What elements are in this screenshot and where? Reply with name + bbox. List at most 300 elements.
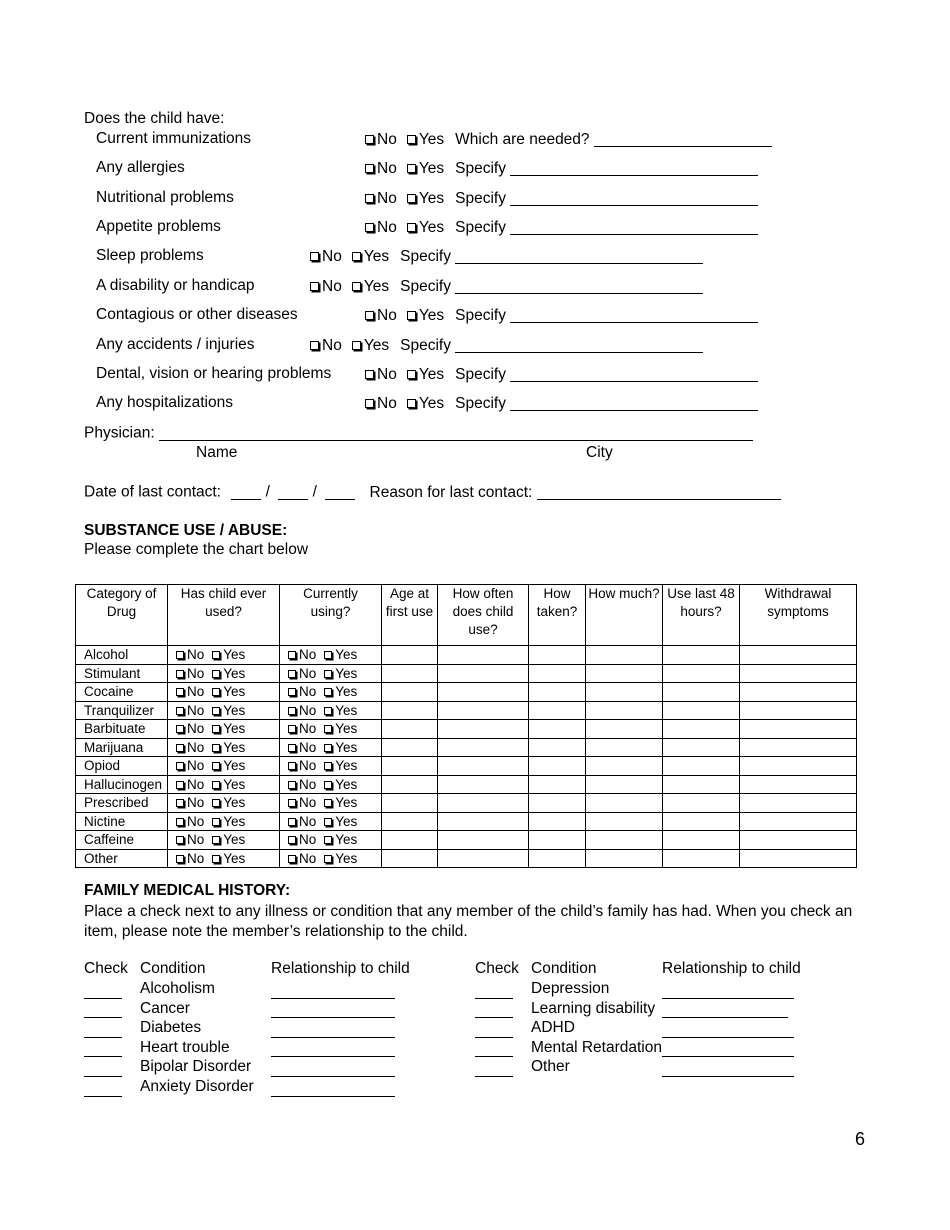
health-yes-option[interactable] <box>407 131 444 148</box>
substance-entry-cell[interactable] <box>529 757 586 776</box>
ever-used-yes-label: Yes <box>223 647 246 662</box>
health-specify-input[interactable] <box>455 336 703 353</box>
currently-using-no-option[interactable] <box>288 684 316 699</box>
ever-used-yes-option[interactable] <box>212 684 245 699</box>
currently-using-yes-checkbox[interactable] <box>324 836 332 844</box>
substance-entry-cell[interactable] <box>438 812 529 831</box>
ever-used-no-checkbox[interactable] <box>176 836 184 844</box>
ever-used-no-option[interactable] <box>176 740 204 755</box>
substance-entry-cell[interactable] <box>586 812 663 831</box>
physician-input[interactable] <box>159 424 753 441</box>
condition-check-input[interactable] <box>475 1021 513 1038</box>
substance-entry-cell[interactable] <box>382 775 438 794</box>
currently-using-yes-label: Yes <box>335 850 358 866</box>
substance-entry-cell[interactable] <box>663 720 740 739</box>
health-prompt: Specify <box>455 218 506 236</box>
substance-entry-cell[interactable] <box>663 794 740 813</box>
currently-using-cell <box>280 701 382 720</box>
currently-using-no-label: No <box>299 813 317 829</box>
substance-entry-cell[interactable] <box>663 757 740 776</box>
relationship-input[interactable] <box>662 1041 794 1058</box>
health-yes-checkbox[interactable] <box>352 282 361 291</box>
condition-check-input[interactable] <box>84 982 122 999</box>
currently-using-no-checkbox[interactable] <box>288 670 296 678</box>
currently-using-yes-checkbox[interactable] <box>324 762 332 770</box>
substance-entry-cell[interactable] <box>382 701 438 720</box>
ever-used-yes-checkbox[interactable] <box>212 762 220 770</box>
condition-check-input[interactable] <box>475 1002 513 1019</box>
substance-entry-cell[interactable] <box>382 738 438 757</box>
substance-entry-cell[interactable] <box>529 831 586 850</box>
date-label: Date of last contact: <box>84 483 221 501</box>
relationship-input[interactable] <box>271 1041 395 1058</box>
health-specify-input[interactable] <box>510 159 758 176</box>
ever-used-yes-checkbox[interactable] <box>212 725 220 733</box>
relationship-input[interactable] <box>271 1080 395 1097</box>
substance-entry-cell[interactable] <box>438 849 529 868</box>
health-no-checkbox[interactable] <box>365 370 374 379</box>
substance-entry-cell[interactable] <box>382 664 438 683</box>
ever-used-yes-option[interactable] <box>212 666 245 681</box>
relationship-input[interactable] <box>271 1002 395 1019</box>
health-yes-option[interactable] <box>407 219 444 236</box>
condition-check-input[interactable] <box>475 982 513 999</box>
health-yes-option[interactable] <box>352 248 389 265</box>
currently-using-yes-option[interactable] <box>324 684 357 699</box>
ever-used-yes-option[interactable] <box>212 703 245 718</box>
currently-using-no-checkbox[interactable] <box>288 707 296 715</box>
ever-used-yes-option[interactable] <box>212 832 245 847</box>
health-yes-checkbox[interactable] <box>407 164 416 173</box>
substance-entry-cell[interactable] <box>586 664 663 683</box>
ever-used-yes-option[interactable] <box>212 647 245 662</box>
currently-using-no-label: No <box>299 832 317 847</box>
ever-used-cell <box>168 646 280 665</box>
drug-name: Tranquilizer <box>76 701 168 720</box>
ever-used-yes-checkbox[interactable] <box>212 744 220 752</box>
ever-used-yes-checkbox[interactable] <box>212 670 220 678</box>
currently-using-no-checkbox[interactable] <box>288 799 296 807</box>
currently-using-yes-label: Yes <box>335 758 358 773</box>
substance-entry-cell[interactable] <box>529 683 586 702</box>
currently-using-yes-checkbox[interactable] <box>324 688 332 696</box>
ever-used-no-checkbox[interactable] <box>176 670 184 678</box>
currently-using-no-option[interactable] <box>288 740 316 755</box>
currently-using-yes-option[interactable] <box>324 758 357 773</box>
health-no-option[interactable] <box>365 219 397 236</box>
ever-used-yes-checkbox[interactable] <box>212 688 220 696</box>
relationship-input[interactable] <box>271 1060 395 1077</box>
substance-entry-cell[interactable] <box>663 849 740 868</box>
ever-used-no-option[interactable] <box>176 795 204 810</box>
substance-row <box>76 701 857 720</box>
ever-used-yes-checkbox[interactable] <box>212 651 220 659</box>
ever-used-no-option[interactable] <box>176 758 204 773</box>
ever-used-no-checkbox[interactable] <box>176 725 184 733</box>
substance-entry-cell[interactable] <box>438 831 529 850</box>
substance-entry-cell[interactable] <box>663 812 740 831</box>
substance-entry-cell[interactable] <box>438 646 529 665</box>
currently-using-yes-checkbox[interactable] <box>324 855 332 863</box>
substance-entry-cell[interactable] <box>438 720 529 739</box>
health-yes-option[interactable] <box>407 190 444 207</box>
health-yes-label: Yes <box>418 394 445 412</box>
health-no-checkbox[interactable] <box>365 164 374 173</box>
ever-used-yes-option[interactable] <box>212 721 245 736</box>
ever-used-yes-label: Yes <box>223 702 246 718</box>
condition-label: Bipolar Disorder <box>140 1058 252 1076</box>
health-yes-option[interactable] <box>407 366 444 383</box>
ever-used-cell <box>168 664 280 683</box>
health-no-label: No <box>377 189 397 207</box>
ever-used-no-checkbox[interactable] <box>176 818 184 826</box>
substance-entry-cell[interactable] <box>382 831 438 850</box>
ever-used-no-label: No <box>187 813 205 829</box>
ever-used-no-label: No <box>187 850 205 866</box>
currently-using-no-checkbox[interactable] <box>288 744 296 752</box>
currently-using-no-checkbox[interactable] <box>288 781 296 789</box>
substance-entry-cell[interactable] <box>586 849 663 868</box>
ever-used-cell <box>168 831 280 850</box>
substance-entry-cell[interactable] <box>740 812 857 831</box>
drug-name: Other <box>76 849 168 868</box>
ever-used-no-option[interactable] <box>176 684 204 699</box>
substance-entry-cell[interactable] <box>586 794 663 813</box>
city-caption: City <box>586 444 613 461</box>
currently-using-yes-option[interactable] <box>324 740 357 755</box>
health-question-options <box>365 394 758 413</box>
substance-entry-cell[interactable] <box>740 738 857 757</box>
currently-using-no-option[interactable] <box>288 703 316 718</box>
currently-using-no-checkbox[interactable] <box>288 651 296 659</box>
drug-name: Prescribed <box>76 794 168 813</box>
ever-used-yes-option[interactable] <box>212 814 245 829</box>
substance-entry-cell[interactable] <box>740 720 857 739</box>
substance-entry-cell[interactable] <box>529 646 586 665</box>
substance-entry-cell[interactable] <box>586 831 663 850</box>
health-specify-input[interactable] <box>455 247 703 264</box>
currently-using-no-option[interactable] <box>288 666 316 681</box>
currently-using-yes-option[interactable] <box>324 647 357 662</box>
ever-used-no-label: No <box>187 647 205 662</box>
currently-using-no-checkbox[interactable] <box>288 818 296 826</box>
substance-entry-cell[interactable] <box>740 831 857 850</box>
ever-used-yes-label: Yes <box>223 832 246 847</box>
ever-used-yes-label: Yes <box>223 813 246 829</box>
substance-entry-cell[interactable] <box>382 646 438 665</box>
currently-using-yes-checkbox[interactable] <box>324 670 332 678</box>
health-no-checkbox[interactable] <box>310 341 319 350</box>
substance-entry-cell[interactable] <box>663 683 740 702</box>
substance-entry-cell[interactable] <box>382 812 438 831</box>
substance-entry-cell[interactable] <box>529 720 586 739</box>
substance-row <box>76 757 857 776</box>
ever-used-no-option[interactable] <box>176 851 204 866</box>
currently-using-yes-checkbox[interactable] <box>324 781 332 789</box>
currently-using-no-label: No <box>299 776 317 792</box>
ever-used-yes-option[interactable] <box>212 777 245 792</box>
substance-entry-cell[interactable] <box>438 794 529 813</box>
substance-subtitle: Please complete the chart below <box>84 541 309 558</box>
currently-using-no-checkbox[interactable] <box>288 725 296 733</box>
health-specify-input[interactable] <box>510 189 758 206</box>
substance-entry-cell[interactable] <box>586 701 663 720</box>
ever-used-cell <box>168 794 280 813</box>
health-specify-input[interactable] <box>510 218 758 235</box>
ever-used-yes-checkbox[interactable] <box>212 836 220 844</box>
currently-using-yes-option[interactable] <box>324 721 357 736</box>
health-no-checkbox[interactable] <box>310 252 319 261</box>
ever-used-no-checkbox[interactable] <box>176 707 184 715</box>
health-yes-label: Yes <box>363 247 390 265</box>
substance-entry-cell[interactable] <box>438 683 529 702</box>
relationship-input[interactable] <box>662 1060 794 1077</box>
substance-row <box>76 646 857 665</box>
ever-used-yes-checkbox[interactable] <box>212 818 220 826</box>
substance-entry-cell[interactable] <box>438 757 529 776</box>
health-no-checkbox[interactable] <box>365 135 374 144</box>
substance-entry-cell[interactable] <box>382 720 438 739</box>
currently-using-yes-option[interactable] <box>324 832 357 847</box>
substance-entry-cell[interactable] <box>740 775 857 794</box>
health-specify-input[interactable] <box>510 306 758 323</box>
health-no-checkbox[interactable] <box>365 311 374 320</box>
health-yes-checkbox[interactable] <box>407 311 416 320</box>
ever-used-no-checkbox[interactable] <box>176 688 184 696</box>
right-col-condition-header: Condition <box>531 960 597 977</box>
substance-entry-cell[interactable] <box>382 849 438 868</box>
currently-using-no-option[interactable] <box>288 758 316 773</box>
relationship-input[interactable] <box>662 1002 788 1019</box>
currently-using-yes-option[interactable] <box>324 666 357 681</box>
substance-entry-cell[interactable] <box>529 775 586 794</box>
condition-check-input[interactable] <box>84 1002 122 1019</box>
condition-label: Other <box>531 1058 570 1076</box>
health-no-checkbox[interactable] <box>365 223 374 232</box>
drug-name: Marijuana <box>76 738 168 757</box>
condition-check-input[interactable] <box>84 1021 122 1038</box>
ever-used-no-checkbox[interactable] <box>176 762 184 770</box>
health-no-option[interactable] <box>365 366 397 383</box>
ever-used-no-checkbox[interactable] <box>176 855 184 863</box>
substance-entry-cell[interactable] <box>663 664 740 683</box>
substance-entry-cell[interactable] <box>740 646 857 665</box>
currently-using-no-option[interactable] <box>288 777 316 792</box>
currently-using-no-option[interactable] <box>288 795 316 810</box>
currently-using-yes-option[interactable] <box>324 814 357 829</box>
currently-using-cell <box>280 849 382 868</box>
substance-entry-cell[interactable] <box>586 757 663 776</box>
currently-using-yes-checkbox[interactable] <box>324 651 332 659</box>
health-yes-checkbox[interactable] <box>352 341 361 350</box>
ever-used-no-checkbox[interactable] <box>176 651 184 659</box>
date-day-input[interactable] <box>278 483 308 500</box>
relationship-input[interactable] <box>662 1021 794 1038</box>
health-prompt: Which are needed? <box>455 130 590 148</box>
relationship-input[interactable] <box>662 982 794 999</box>
substance-header-cell: How much? <box>586 585 663 646</box>
health-no-option[interactable] <box>365 395 397 412</box>
ever-used-no-checkbox[interactable] <box>176 799 184 807</box>
currently-using-yes-checkbox[interactable] <box>324 799 332 807</box>
substance-entry-cell[interactable] <box>438 664 529 683</box>
health-no-checkbox[interactable] <box>310 282 319 291</box>
drug-name: Stimulant <box>76 664 168 683</box>
substance-entry-cell[interactable] <box>529 849 586 868</box>
health-question-options <box>365 159 758 178</box>
currently-using-no-option[interactable] <box>288 814 316 829</box>
health-yes-checkbox[interactable] <box>352 252 361 261</box>
health-yes-checkbox[interactable] <box>407 399 416 408</box>
substance-entry-cell[interactable] <box>586 683 663 702</box>
drug-name: Opiod <box>76 757 168 776</box>
ever-used-yes-checkbox[interactable] <box>212 707 220 715</box>
ever-used-no-option[interactable] <box>176 814 204 829</box>
ever-used-yes-option[interactable] <box>212 740 245 755</box>
ever-used-no-option[interactable] <box>176 832 204 847</box>
currently-using-no-checkbox[interactable] <box>288 688 296 696</box>
condition-check-input[interactable] <box>84 1060 122 1077</box>
substance-entry-cell[interactable] <box>740 794 857 813</box>
health-no-option[interactable] <box>365 307 397 324</box>
health-no-option[interactable] <box>310 248 342 265</box>
condition-label: Diabetes <box>140 1019 202 1037</box>
ever-used-no-checkbox[interactable] <box>176 781 184 789</box>
health-no-option[interactable] <box>365 190 397 207</box>
condition-check-input[interactable] <box>475 1060 513 1077</box>
ever-used-yes-option[interactable] <box>212 851 245 866</box>
ever-used-no-option[interactable] <box>176 647 204 662</box>
currently-using-yes-checkbox[interactable] <box>324 707 332 715</box>
substance-entry-cell[interactable] <box>663 646 740 665</box>
substance-entry-cell[interactable] <box>529 701 586 720</box>
substance-entry-cell[interactable] <box>663 701 740 720</box>
reason-label: Reason for last contact: <box>369 483 533 501</box>
currently-using-no-checkbox[interactable] <box>288 762 296 770</box>
page-number: 6 <box>855 1129 866 1149</box>
ever-used-yes-checkbox[interactable] <box>212 781 220 789</box>
substance-entry-cell[interactable] <box>663 831 740 850</box>
condition-check-input[interactable] <box>84 1041 122 1058</box>
currently-using-yes-option[interactable] <box>324 795 357 810</box>
currently-using-yes-option[interactable] <box>324 777 357 792</box>
health-specify-input[interactable] <box>510 365 758 382</box>
date-year-input[interactable] <box>325 483 355 500</box>
relationship-input[interactable] <box>271 1021 395 1038</box>
health-yes-checkbox[interactable] <box>407 194 416 203</box>
health-yes-checkbox[interactable] <box>407 135 416 144</box>
relationship-input[interactable] <box>271 982 395 999</box>
currently-using-cell <box>280 757 382 776</box>
currently-using-yes-checkbox[interactable] <box>324 725 332 733</box>
substance-entry-cell[interactable] <box>586 720 663 739</box>
substance-entry-cell[interactable] <box>663 775 740 794</box>
currently-using-no-option[interactable] <box>288 721 316 736</box>
substance-entry-cell[interactable] <box>529 812 586 831</box>
currently-using-yes-checkbox[interactable] <box>324 744 332 752</box>
health-yes-checkbox[interactable] <box>407 370 416 379</box>
substance-entry-cell[interactable] <box>586 646 663 665</box>
substance-entry-cell[interactable] <box>586 738 663 757</box>
substance-entry-cell[interactable] <box>740 664 857 683</box>
health-no-option[interactable] <box>365 131 397 148</box>
currently-using-no-checkbox[interactable] <box>288 836 296 844</box>
reason-input[interactable] <box>537 483 781 500</box>
health-prompt: Specify <box>455 159 506 177</box>
date-month-input[interactable] <box>231 483 261 500</box>
ever-used-yes-option[interactable] <box>212 795 245 810</box>
substance-entry-cell[interactable] <box>740 849 857 868</box>
health-yes-option[interactable] <box>407 307 444 324</box>
substance-entry-cell[interactable] <box>382 794 438 813</box>
health-yes-option[interactable] <box>352 278 389 295</box>
ever-used-cell <box>168 757 280 776</box>
ever-used-no-option[interactable] <box>176 777 204 792</box>
currently-using-no-option[interactable] <box>288 832 316 847</box>
drug-name: Alcohol <box>76 646 168 665</box>
substance-header-cell: Use last 48 hours? <box>663 585 740 646</box>
substance-entry-cell[interactable] <box>586 775 663 794</box>
substance-entry-cell[interactable] <box>529 664 586 683</box>
health-no-option[interactable] <box>365 160 397 177</box>
health-question-options <box>365 130 772 149</box>
health-yes-option[interactable] <box>407 395 444 412</box>
ever-used-no-checkbox[interactable] <box>176 744 184 752</box>
health-no-option[interactable] <box>310 337 342 354</box>
substance-entry-cell[interactable] <box>740 701 857 720</box>
condition-check-input[interactable] <box>475 1041 513 1058</box>
condition-check-input[interactable] <box>84 1080 122 1097</box>
ever-used-no-label: No <box>187 739 205 755</box>
health-specify-input[interactable] <box>594 130 772 147</box>
ever-used-yes-checkbox[interactable] <box>212 799 220 807</box>
ever-used-no-option[interactable] <box>176 721 204 736</box>
ever-used-yes-option[interactable] <box>212 758 245 773</box>
substance-entry-cell[interactable] <box>740 683 857 702</box>
substance-entry-cell[interactable] <box>663 738 740 757</box>
substance-entry-cell[interactable] <box>382 757 438 776</box>
ever-used-no-option[interactable] <box>176 666 204 681</box>
health-yes-option[interactable] <box>352 337 389 354</box>
health-heading: Does the child have: <box>84 110 225 127</box>
currently-using-no-checkbox[interactable] <box>288 855 296 863</box>
ever-used-yes-label: Yes <box>223 758 246 773</box>
substance-entry-cell[interactable] <box>529 794 586 813</box>
health-no-option[interactable] <box>310 278 342 295</box>
currently-using-yes-option[interactable] <box>324 703 357 718</box>
substance-entry-cell[interactable] <box>382 683 438 702</box>
currently-using-no-option[interactable] <box>288 851 316 866</box>
drug-name: Caffeine <box>76 831 168 850</box>
health-no-checkbox[interactable] <box>365 194 374 203</box>
drug-name: Hallucinogen <box>76 775 168 794</box>
health-yes-option[interactable] <box>407 160 444 177</box>
health-specify-input[interactable] <box>455 277 703 294</box>
health-specify-input[interactable] <box>510 394 758 411</box>
currently-using-yes-option[interactable] <box>324 851 357 866</box>
substance-entry-cell[interactable] <box>438 701 529 720</box>
currently-using-no-option[interactable] <box>288 647 316 662</box>
substance-entry-cell[interactable] <box>529 738 586 757</box>
health-yes-checkbox[interactable] <box>407 223 416 232</box>
health-no-checkbox[interactable] <box>365 399 374 408</box>
ever-used-no-option[interactable] <box>176 703 204 718</box>
substance-entry-cell[interactable] <box>438 738 529 757</box>
currently-using-yes-checkbox[interactable] <box>324 818 332 826</box>
ever-used-yes-checkbox[interactable] <box>212 855 220 863</box>
substance-entry-cell[interactable] <box>740 757 857 776</box>
substance-entry-cell[interactable] <box>438 775 529 794</box>
